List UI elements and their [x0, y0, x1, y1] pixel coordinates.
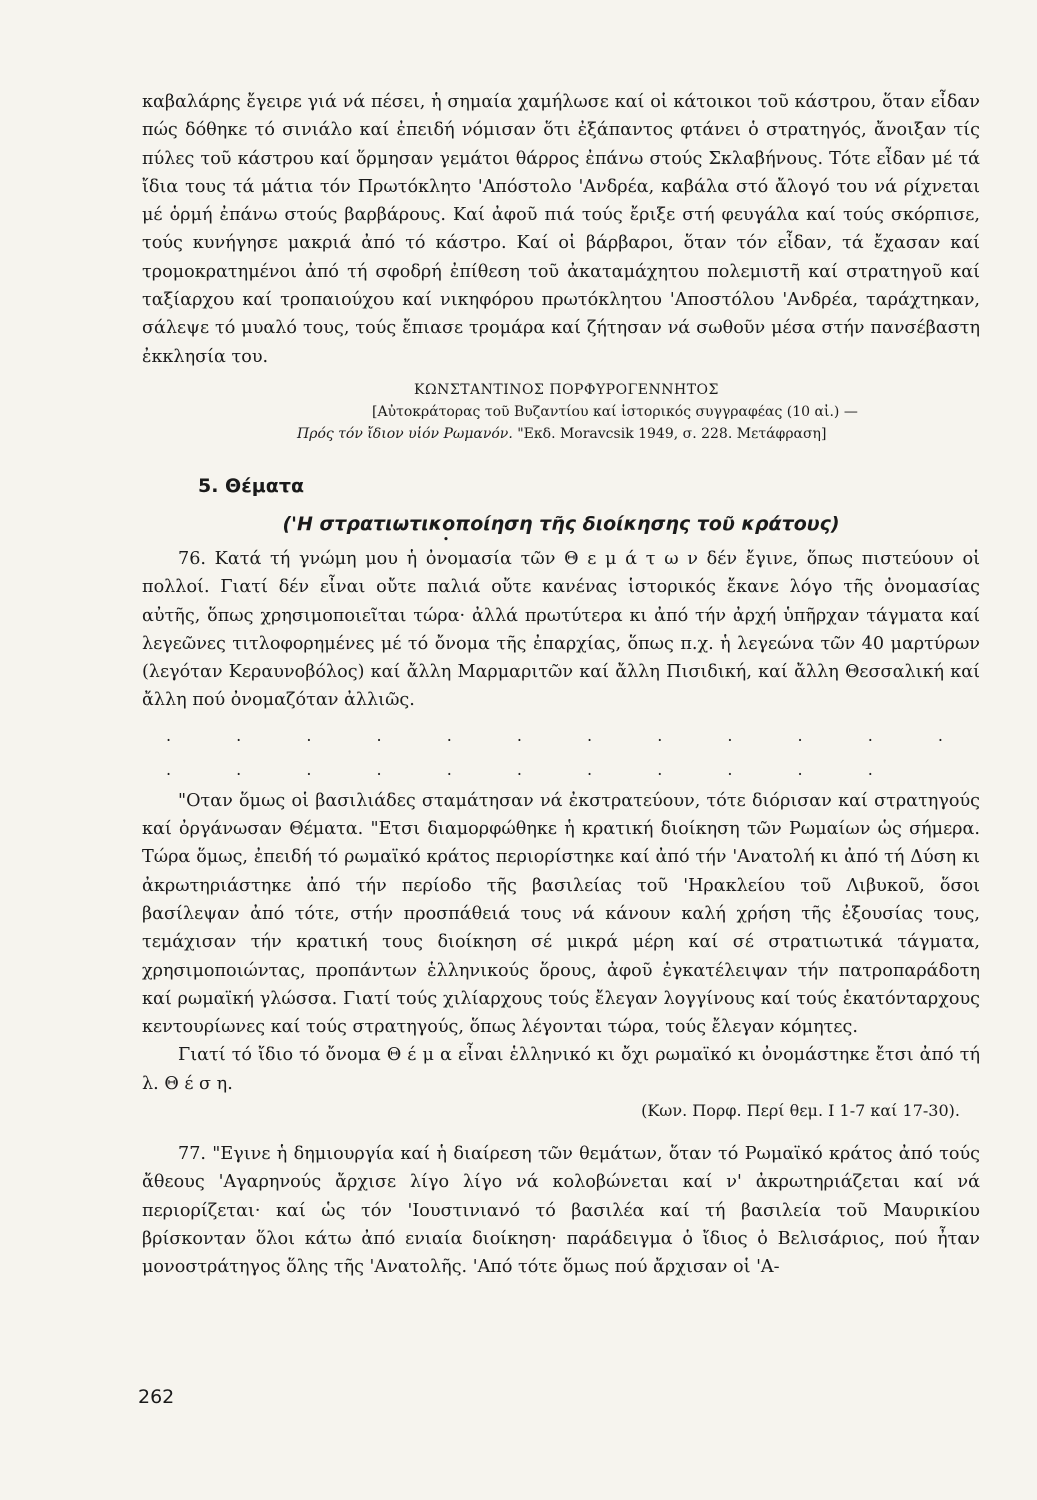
page-body [142, 88, 980, 1282]
attribution-work [142, 423, 980, 445]
citation: (Κων. Πορφ. Περί θεμ. Ι 1-7 καί 17-30). [641, 1101, 960, 1121]
paragraph-76: 76. Κατά τή γνώμη μου ἡ ὀνομασία τῶν Θ ε μ ά τ ω ν δέν ἔγινε, ὅπως πιστεύουν οἱ πολλοί. Γιατί δέν εἶναι οὔτε παλιά οὔτε κανένας ἱστορικός ἔκανε λόγο τῆς ὀνομασίας αὐτῆς, ὅπως χρησιμοποιεῖται τώρα· ἀλλά πρωτύτερα κι ἀπό τήν ἀρχή ὑπῆρχαν τάγματα καί λεγεῶνες τιτλοφορημένες μέ τό ὄνομα τῆς ἐπαρχίας, ὅπως π.χ. ἡ λεγεώνα τῶν 40 μαρτύρων (λεγόταν Κεραυνοβόλος) καί ἄλλη Μαρμαριτῶν καί ἄλλη Πισιδική, καί ἄλλη Θεσσαλική καί ἄλλη πού ὀνομαζόταν ἀλλιῶς. [142, 548, 980, 711]
section-heading: 5. Θέματα [198, 474, 304, 497]
section-bullet: • [442, 532, 450, 546]
attribution-role: [Αὐτοκράτορας τοῦ Βυζαντίου καί ἱστορικός συγγραφέας (10 αἰ.) — [372, 403, 858, 420]
ellipsis-dots: . . . . . . . . . . . . . . . . . . . . . . . [166, 725, 973, 779]
attribution-edition: "Εκδ. Moravcsik 1949, σ. 228. Μετάφραση] [517, 425, 827, 442]
paragraph-top: καβαλάρης ἔγειρε γιά νά πέσει, ἡ σημαία χαμήλωσε καί οἱ κάτοικοι τοῦ κάστρου, ὅταν εἶδαν πώς δόθηκε τό σινιάλο καί ἐπειδή νόμισαν ὅτι ἐξάπαντος φτάνει ὁ στρατηγός, ἄνοιξαν τίς πύλες τοῦ κάστρου καί ὅρμησαν γεμάτοι θάρρος ἐπάνω στούς Σκλαβήνους. Τότε εἶδαν μέ τά ἴδια τους τά μάτια τόν Πρωτόκλητο 'Απόστολο 'Ανδρέα, καβάλα στό ἄλογό του νά ρίχνεται μέ ὁρμή ἐπάνω στούς βαρβάρους. Καί ἀφοῦ πιά τούς ἔριξε στή φευγάλα καί τούς σκόρπισε, τούς κυνήγησε μακριά ἀπό τό κάστρο. Καί οἱ βάρβαροι, ὅταν τόν εἶδαν, τά ἔχασαν καί τρομοκρατημένοι ἀπό τή σφοδρή ἐπίθεση τοῦ ἀκαταμάχητου πολεμιστῆ καί στρατηγοῦ καί ταξίαρχου καί τροπαιούχου καί νικηφόρου πρωτόκλητου 'Αποστόλου 'Ανδρέα, ταράχτηκαν, σάλεψε τό μυαλό τους, τούς ἔπιασε τρομάρα καί ζήτησαν νά σωθοῦν μέσα στήν πανσέβαστη ἐκκλησία του. [142, 92, 980, 367]
paragraph-77: 77. "Εγινε ἡ δημιουργία καί ἡ διαίρεση τῶν θεμάτων, ὅταν τό Ρωμαϊκό κράτος ἀπό τούς ἄθεους 'Αγαρηνούς ἄρχισε λίγο λίγο νά κολοβώνεται καί ν' ἀκρωτηριάζεται καί νά περιορίζεται· καί ὡς τόν 'Ιουστινιανό τό βασιλέα καί τή βασιλεία τοῦ Μαυρικίου βρίσκονταν ὅλοι κάτω ἀπό ενιαία διοίκηση· παράδειγμα ὁ ἴδιος ὁ Βελισάριος, πού ἦταν μονοστράτηγος ὅλης τῆς 'Ανατολῆς. 'Από τότε ὅμως πού ἄρχισαν οἱ 'Α- [142, 1144, 980, 1278]
paragraph-76-name: Γιατί τό ἴδιο τό ὄνομα Θ έ μ α εἶναι ἑλληνικό κι ὄχι ρωμαϊκό κι ὀνομάστηκε ἔτσι ἀπό τή λ. Θ έ σ η. [142, 1045, 980, 1094]
attribution-author: ΚΩΝΣΤΑΝΤΙΝΟΣ ΠΟΡΦΥΡΟΓΕΝΝΗΤΟΣ [414, 381, 719, 398]
paragraph-76-continued: "Οταν ὅμως οἱ βασιλιάδες σταμάτησαν νά ἐκστρατεύουν, τότε διόρισαν καί στρατηγούς καί ὀργάνωσαν Θέματα. "Ετσι διαμορφώθηκε ἡ κρατική διοίκηση τῶν Ρωμαίων ὡς σήμερα. Τώρα ὅμως, ἐπειδή τό ρωμαϊκό κράτος περιορίστηκε καί ἀπό τήν 'Ανατολή κι ἀπό τή Δύση κι ἀκρωτηριάστηκε ἀπό τήν περίοδο τῆς βασιλείας τοῦ 'Ηρακλείου τοῦ Λιβυκοῦ, ὅσοι βασίλεψαν ἀπό τότε, στήν προσπάθειά τους νά κάνουν καλή χρήση τῆς ἐξουσίας τους, τεμάχισαν τήν κρατική τους διοίκηση σέ μικρά μέρη καί σέ στρατιωτικά τάγματα, χρησιμοποιώντας, προπάντων ἑλληνικούς ὅρους, ἀφοῦ ἐγκατέλειψαν τήν πατροπαράδοτη καί ρωμαϊκή γλώσσα. Γιατί τούς χιλίαρχους τούς ἔλεγαν λογγίνους καί τούς ἑκατόνταρχους κεντουρίωνες καί τούς στρατηγούς, ὅπως λέγονται τώρα, τούς ἔλεγαν κόμητες. [142, 790, 980, 1038]
section-subtitle: ('Η στρατιωτικοποίηση τῆς διοίκησης τοῦ κράτους) [282, 512, 840, 535]
attribution-work-title: Πρός τόν ἴδιον υἱόν Ρωμανόν. [297, 425, 513, 442]
page-number: 262 [138, 1386, 175, 1408]
